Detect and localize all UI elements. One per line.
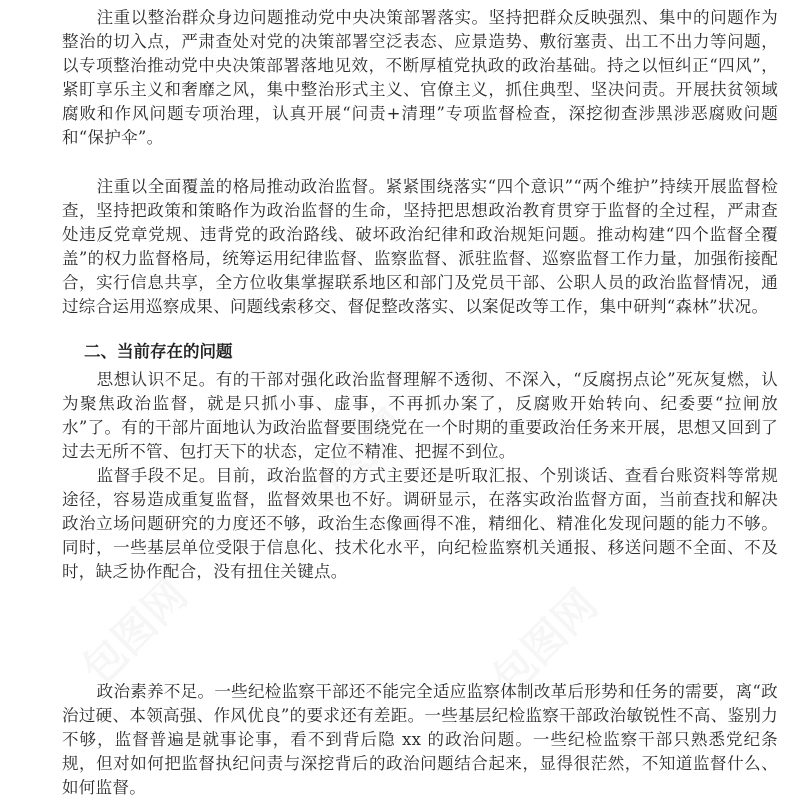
paragraph-ideological-awareness: 思想认识不足。有的干部对强化政治监督理解不透彻、不深入，“反腐拐点论”死灰复燃，认为聚焦政治监督，就是只抓小事、虚事，不再抓办案了，反腐败开始转向、纪委要“拉闸放水”了。有的干部片面地认为政治监督要围绕党在一个时期的重要政治任务来开展，思想又回到了过去无所不管、包打天下的状态，定位不精准、把握不到位。 <box>62 370 778 461</box>
paragraph-rectification-issues: 注重以整治群众身边问题推动党中央决策部署落实。坚持把群众反映强烈、集中的问题作为整治的切入点，严肃查处对党的决策部署空泛表态、应景造势、敷衍塞责、出工不出力等问题，以专项整治推动党中央决策部署落地见效，不断厚植党执政的政治基础。持之以恒纠正“四风”，紧盯享乐主义和奢靡之风，集中整治形式主义、官僚主义，抓住典型、坚决问责。开展扶贫领域腐败和作风问题专项治理，认真开展“问责+清理”专项监督检查，深挖彻查涉黑涉恶腐败问题和“保护伞”。 <box>62 8 778 147</box>
paragraph-political-literacy: 政治素养不足。一些纪检监察干部还不能完全适应监察体制改革后形势和任务的需要，离“政治过硬、本领高强、作风优良”的要求还有差距。一些基层纪检监察干部政治敏锐性不高、鉴别力不够，监督普遍是就事论事，看不到背后隐 xx 的政治问题。一些纪检监察干部只熟悉党纪条规，但对如何把监督执纪问责与深挖背后的政治问题结合起来，显得很茫然，不知道监督什么、如何监督。 <box>62 682 778 797</box>
watermark: 包图网 <box>482 579 607 704</box>
paragraph-supervision-means: 监督手段不足。目前，政治监督的方式主要还是听取汇报、个别谈话、查看台账资料等常规途径，容易造成重复监督，监督效果也不好。调研显示，在落实政治监督方面，当前查找和解决政治立场问题研究的力度还不够，政治生态像画得不准，精细化、精准化发现问题的能力不够。同时，一些基层单位受限于信息化、技术化水平，向纪检监察机关通报、移送问题不全面、不及时，缺乏协作配合，没有扭住关键点。 <box>62 466 778 581</box>
watermark: 包图网 <box>72 569 197 694</box>
paragraph-political-supervision: 注重以全面覆盖的格局推动政治监督。紧紧围绕落实“四个意识”“两个维护”持续开展监督检查，坚持把政策和策略作为政治监督的生命，坚持把思想政治教育贯穿于监督的全过程，严肃查处违反党章党规、违背党的政治路线、破坏政治纪律和政治规矩问题。推动构建“四个监督全覆盖”的权力监督格局，统筹运用纪律监督、监察监督、派驻监督、巡察监督工作力量，加强衔接配合，实行信息共享，全方位收集掌握联系地区和部门及党员干部、公职人员的政治监督情况，通过综合运用巡察成果、问题线索移交、督促整改落实、以案促改等工作，集中研判“森林”状况。 <box>62 177 778 316</box>
section-heading: 二、当前存在的问题 <box>84 342 233 361</box>
watermark: 包图网 <box>292 399 417 524</box>
